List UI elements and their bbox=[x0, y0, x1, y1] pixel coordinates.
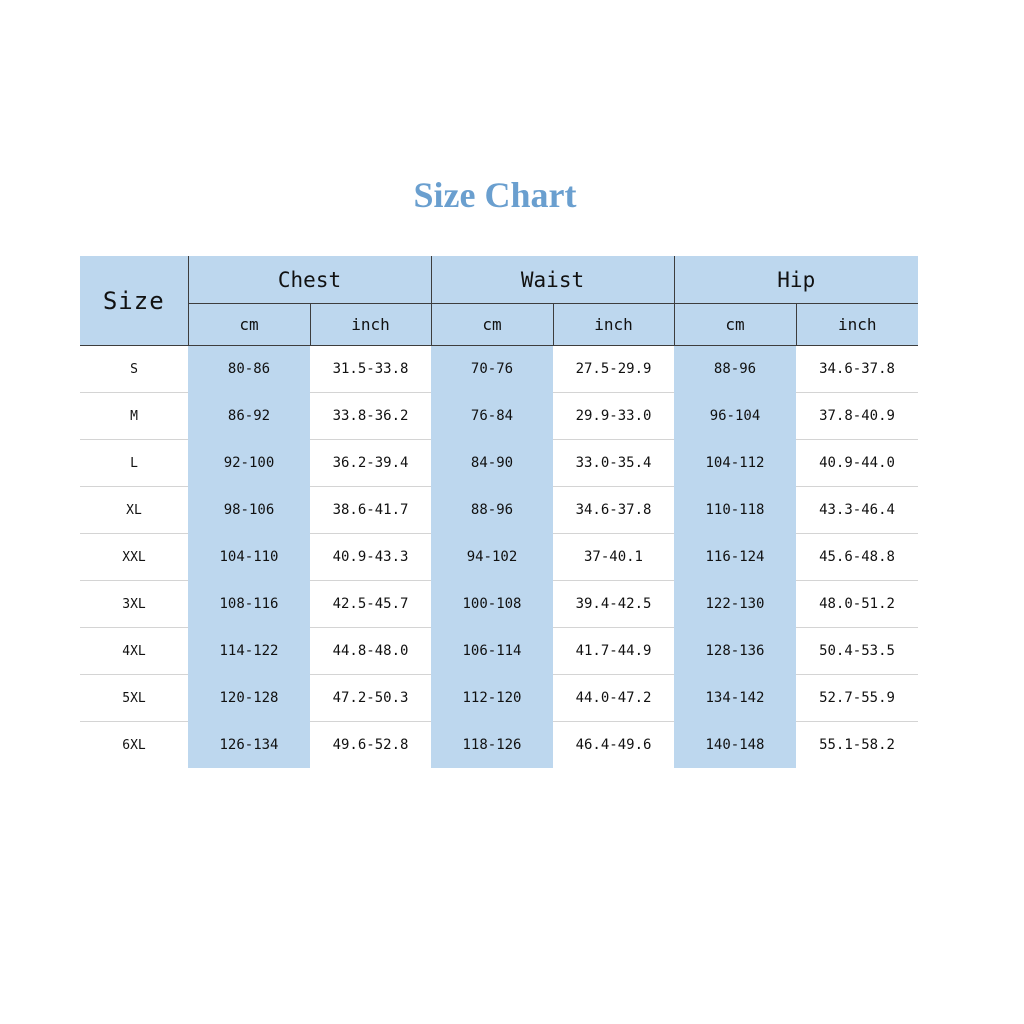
waist-cm-cell: 118-126 bbox=[431, 722, 553, 769]
size-cell: S bbox=[80, 346, 188, 393]
waist-inch-cell: 29.9-33.0 bbox=[553, 393, 674, 440]
table-row bbox=[80, 393, 918, 440]
waist-inch-header: inch bbox=[553, 304, 674, 346]
hip-cm-cell: 110-118 bbox=[674, 487, 796, 534]
table-row bbox=[80, 722, 918, 769]
hip-inch-cell: 45.6-48.8 bbox=[796, 534, 918, 581]
hip-inch-cell: 34.6-37.8 bbox=[796, 346, 918, 393]
waist-inch-cell: 46.4-49.6 bbox=[575, 737, 652, 753]
chest-inch-header: inch bbox=[310, 304, 431, 346]
chest-cm-cell: 120-128 bbox=[188, 675, 310, 722]
page-title: Size Chart bbox=[413, 175, 577, 215]
chest-cm-header: cm bbox=[188, 304, 310, 346]
waist-cm-cell: 88-96 bbox=[431, 487, 553, 534]
chest-inch-cell: 44.8-48.0 bbox=[310, 628, 431, 675]
table-row bbox=[80, 581, 918, 628]
size-cell: XXL bbox=[80, 534, 188, 581]
chest-cm-cell: 92-100 bbox=[188, 440, 310, 487]
waist-inch-cell: 44.0-47.2 bbox=[553, 675, 674, 722]
chest-cm-cell: 114-122 bbox=[188, 628, 310, 675]
waist-cm-cell: 100-108 bbox=[431, 581, 553, 628]
size-cell: 3XL bbox=[80, 581, 188, 628]
chest-cm-cell: 126-134 bbox=[188, 722, 310, 769]
waist-cm-cell: 70-76 bbox=[431, 346, 553, 393]
waist-inch-cell: 34.6-37.8 bbox=[553, 487, 674, 534]
hip-inch-cell: 43.3-46.4 bbox=[796, 487, 918, 534]
waist-cm-header: cm bbox=[431, 304, 553, 346]
waist-cm-cell: 76-84 bbox=[431, 393, 553, 440]
chest-inch-cell: 31.5-33.8 bbox=[310, 346, 431, 393]
hip-cm-cell: 134-142 bbox=[674, 675, 796, 722]
waist-cm-cell: 112-120 bbox=[431, 675, 553, 722]
size-column-header: Size bbox=[80, 256, 188, 346]
hip-cm-header: cm bbox=[674, 304, 796, 346]
waist-cm-cell: 84-90 bbox=[431, 440, 553, 487]
chest-cm-cell: 104-110 bbox=[188, 534, 310, 581]
hip-column-header: Hip bbox=[674, 256, 918, 304]
chest-inch-cell: 47.2-50.3 bbox=[310, 675, 431, 722]
table-row bbox=[80, 440, 918, 487]
hip-inch-cell: 55.1-58.2 bbox=[819, 737, 895, 753]
hip-inch-cell: 50.4-53.5 bbox=[796, 628, 918, 675]
chest-cm-cell: 98-106 bbox=[188, 487, 310, 534]
waist-cm-cell: 106-114 bbox=[431, 628, 553, 675]
size-cell: 4XL bbox=[80, 628, 188, 675]
chest-inch-cell: 42.5-45.7 bbox=[310, 581, 431, 628]
hip-cm-cell: 140-148 bbox=[674, 722, 796, 769]
waist-inch-cell: 41.7-44.9 bbox=[553, 628, 674, 675]
chest-inch-cell: 38.6-41.7 bbox=[310, 487, 431, 534]
hip-cm-cell: 116-124 bbox=[674, 534, 796, 581]
size-cell: 5XL bbox=[80, 675, 188, 722]
chest-inch-cell: 33.8-36.2 bbox=[310, 393, 431, 440]
chest-inch-cell: 40.9-43.3 bbox=[310, 534, 431, 581]
hip-inch-cell: 40.9-44.0 bbox=[796, 440, 918, 487]
table-row bbox=[80, 534, 918, 581]
size-cell: 6XL bbox=[122, 737, 146, 753]
hip-inch-cell: 37.8-40.9 bbox=[796, 393, 918, 440]
hip-inch-cell: 48.0-51.2 bbox=[796, 581, 918, 628]
size-cell: M bbox=[80, 393, 188, 440]
size-chart-table bbox=[80, 256, 918, 768]
hip-cm-cell: 88-96 bbox=[674, 346, 796, 393]
table-row bbox=[80, 628, 918, 675]
waist-inch-cell: 33.0-35.4 bbox=[553, 440, 674, 487]
waist-inch-cell: 37-40.1 bbox=[553, 534, 674, 581]
waist-cm-cell: 94-102 bbox=[431, 534, 553, 581]
waist-inch-cell: 27.5-29.9 bbox=[553, 346, 674, 393]
hip-inch-header: inch bbox=[796, 304, 918, 346]
size-table-body bbox=[80, 346, 918, 769]
table-row bbox=[80, 346, 918, 393]
chest-inch-cell: 49.6-52.8 bbox=[332, 737, 409, 753]
hip-cm-cell: 104-112 bbox=[674, 440, 796, 487]
chest-inch-cell: 36.2-39.4 bbox=[310, 440, 431, 487]
hip-cm-cell: 96-104 bbox=[674, 393, 796, 440]
chest-cm-cell: 80-86 bbox=[188, 346, 310, 393]
waist-inch-cell: 39.4-42.5 bbox=[553, 581, 674, 628]
size-cell: L bbox=[80, 440, 188, 487]
hip-cm-cell: 122-130 bbox=[674, 581, 796, 628]
chest-cm-cell: 86-92 bbox=[188, 393, 310, 440]
chest-column-header: Chest bbox=[188, 256, 431, 304]
size-cell: XL bbox=[80, 487, 188, 534]
chest-cm-cell: 108-116 bbox=[188, 581, 310, 628]
table-row bbox=[80, 675, 918, 722]
waist-column-header: Waist bbox=[431, 256, 674, 304]
hip-inch-cell: 52.7-55.9 bbox=[796, 675, 918, 722]
table-row bbox=[80, 487, 918, 534]
hip-cm-cell: 128-136 bbox=[674, 628, 796, 675]
